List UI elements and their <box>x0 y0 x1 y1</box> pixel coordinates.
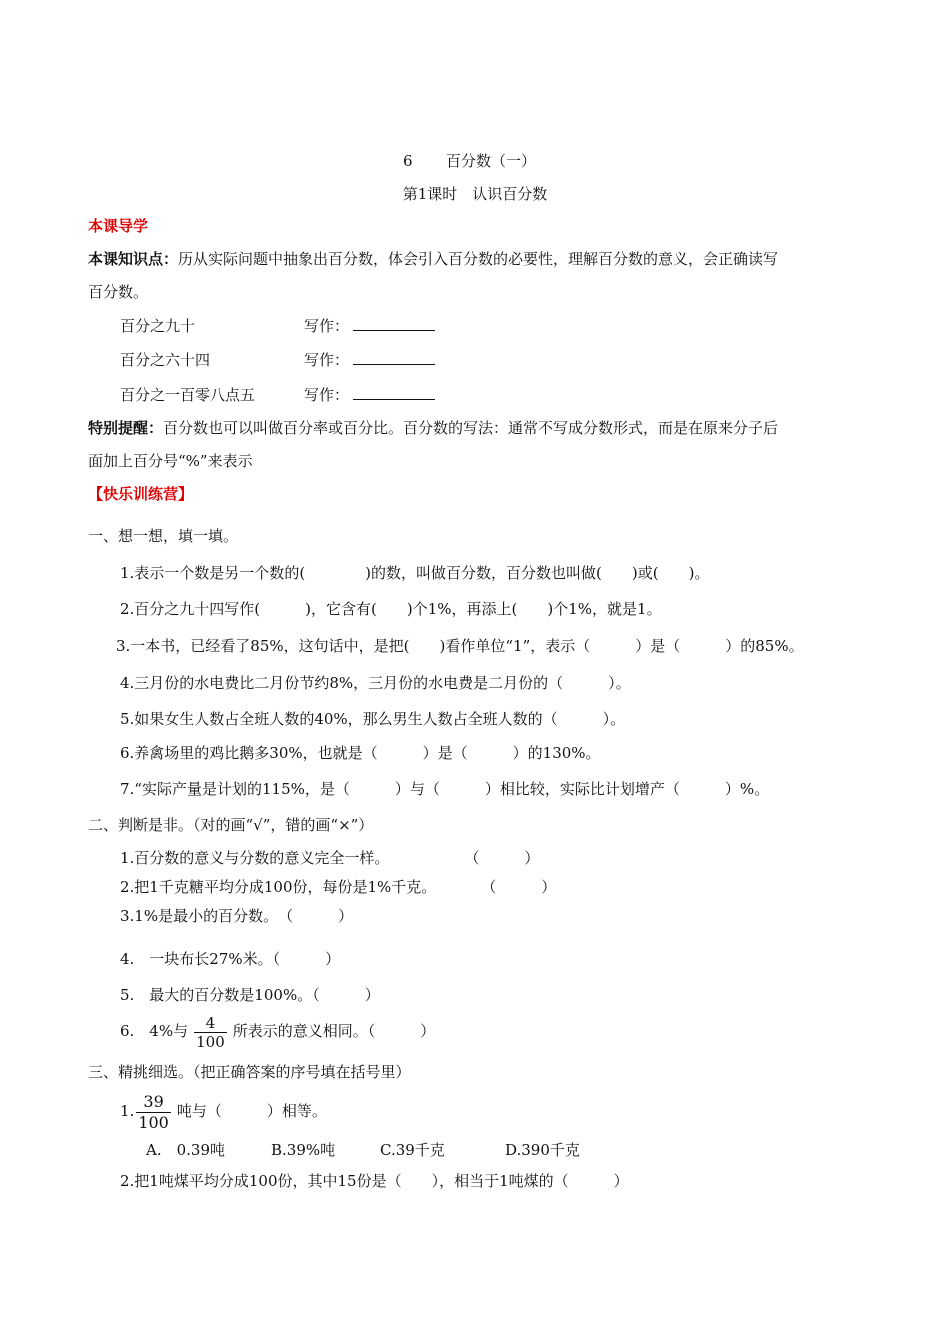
judge-item: 2.把1千克糖平均分成100份，每份是1%千克。 （ ） <box>120 878 557 896</box>
question-item: 6.养禽场里的鸡比鹅多30%，也就是（ ）是（ ）的130%。 <box>120 744 601 762</box>
question-item: 4.三月份的水电费比二月份节约8%，三月份的水电费是二月份的（ ）。 <box>120 674 631 692</box>
read-item: 百分之六十四 <box>120 351 211 369</box>
answer-blank[interactable] <box>353 316 435 331</box>
option-c[interactable]: C.39千克 <box>380 1141 445 1159</box>
lesson-title: 第1课时 认识百分数 <box>402 185 548 203</box>
fraction-denominator: 100 <box>196 1032 225 1051</box>
reminder-text: 百分数也可以叫做百分率或百分比。百分数的写法：通常不写成分数形式，而是在原来分子后 <box>163 419 779 437</box>
choice-question-2: 2.把1吨煤平均分成100份，其中15份是（ ），相当于1吨煤的（ ） <box>120 1172 629 1190</box>
knowledge-label: 本课知识点： <box>88 250 179 268</box>
write-field[interactable] <box>304 350 435 370</box>
knowledge-text: 历从实际问题中抽象出百分数，体会引入百分数的必要性，理解百分数的意义，会正确读写 <box>178 250 779 268</box>
write-field[interactable] <box>304 316 435 336</box>
reminder-text-cont: 面加上百分号“%”来表示 <box>88 452 253 470</box>
judge-item: 5. 最大的百分数是100%。（ ） <box>120 986 380 1004</box>
option-a[interactable]: A. 0.39吨 <box>146 1141 225 1159</box>
unit-number: 6 <box>403 152 413 170</box>
write-label: 写作： <box>304 386 350 404</box>
answer-blank[interactable] <box>353 385 435 400</box>
section2-title: 二、判断是非。（对的画“√”，错的画“×”） <box>88 816 374 834</box>
option-d[interactable]: D.390千克 <box>505 1141 580 1159</box>
fraction <box>136 1092 171 1133</box>
fraction <box>194 1014 227 1051</box>
question-text: 吨与（ ）相等。 <box>176 1102 327 1120</box>
question-item: 7.“实际产量是计划的115%，是（ ）与（ ）相比较，实际比计划增产（ ）%。 <box>120 780 770 798</box>
reminder-label: 特别提醒： <box>88 419 164 437</box>
read-item: 百分之一百零八点五 <box>120 386 256 404</box>
judge-item-6-prefix: 6. 4%与 <box>120 1022 189 1040</box>
question-item: 1.表示一个数是另一个数的( )的数，叫做百分数，百分数也叫做( )或( )。 <box>120 564 710 582</box>
question-item: 2.百分之九十四写作( )，它含有( )个1%，再添上( )个1%，就是1。 <box>120 600 662 618</box>
reminder-paragraph <box>88 418 778 438</box>
read-item: 百分之九十 <box>120 317 196 335</box>
write-label: 写作： <box>304 351 350 369</box>
knowledge-text-cont: 百分数。 <box>88 283 149 301</box>
fraction-denominator: 100 <box>138 1112 169 1132</box>
fraction-numerator: 39 <box>136 1092 171 1113</box>
choice-question-1 <box>120 1088 327 1134</box>
question-item: 5.如果女生人数占全班人数的40%，那么男生人数占全班人数的（ ）。 <box>120 710 626 728</box>
question-item: 3.一本书，已经看了85%，这句话中，是把( )看作单位“1”，表示（ ）是（ ）的85%。 <box>116 637 804 655</box>
section3-title: 三、精挑细选。（把正确答案的序号填在括号里） <box>88 1063 411 1081</box>
option-b[interactable]: B.39%吨 <box>271 1141 336 1159</box>
knowledge-paragraph <box>88 249 778 269</box>
judge-item-6-suffix: 所表示的意义相同。（ ） <box>232 1022 436 1040</box>
write-field[interactable] <box>304 385 435 405</box>
judge-item: 3.1%是最小的百分数。 （ ） <box>120 907 354 925</box>
fraction-numerator: 4 <box>194 1014 227 1033</box>
judge-item: 1.百分数的意义与分数的意义完全一样。 （ ） <box>120 849 540 867</box>
camp-heading: 【快乐训练营】 <box>88 485 194 503</box>
section1-title: 一、想一想，填一填。 <box>88 527 239 545</box>
answer-blank[interactable] <box>353 350 435 365</box>
judge-item-6 <box>120 1011 435 1051</box>
write-label: 写作： <box>304 317 350 335</box>
question-number: 1. <box>120 1102 135 1120</box>
guide-heading: 本课导学 <box>88 217 149 235</box>
unit-title: 百分数（一） <box>446 152 537 170</box>
judge-item: 4. 一块布长27%米。（ ） <box>120 950 341 968</box>
